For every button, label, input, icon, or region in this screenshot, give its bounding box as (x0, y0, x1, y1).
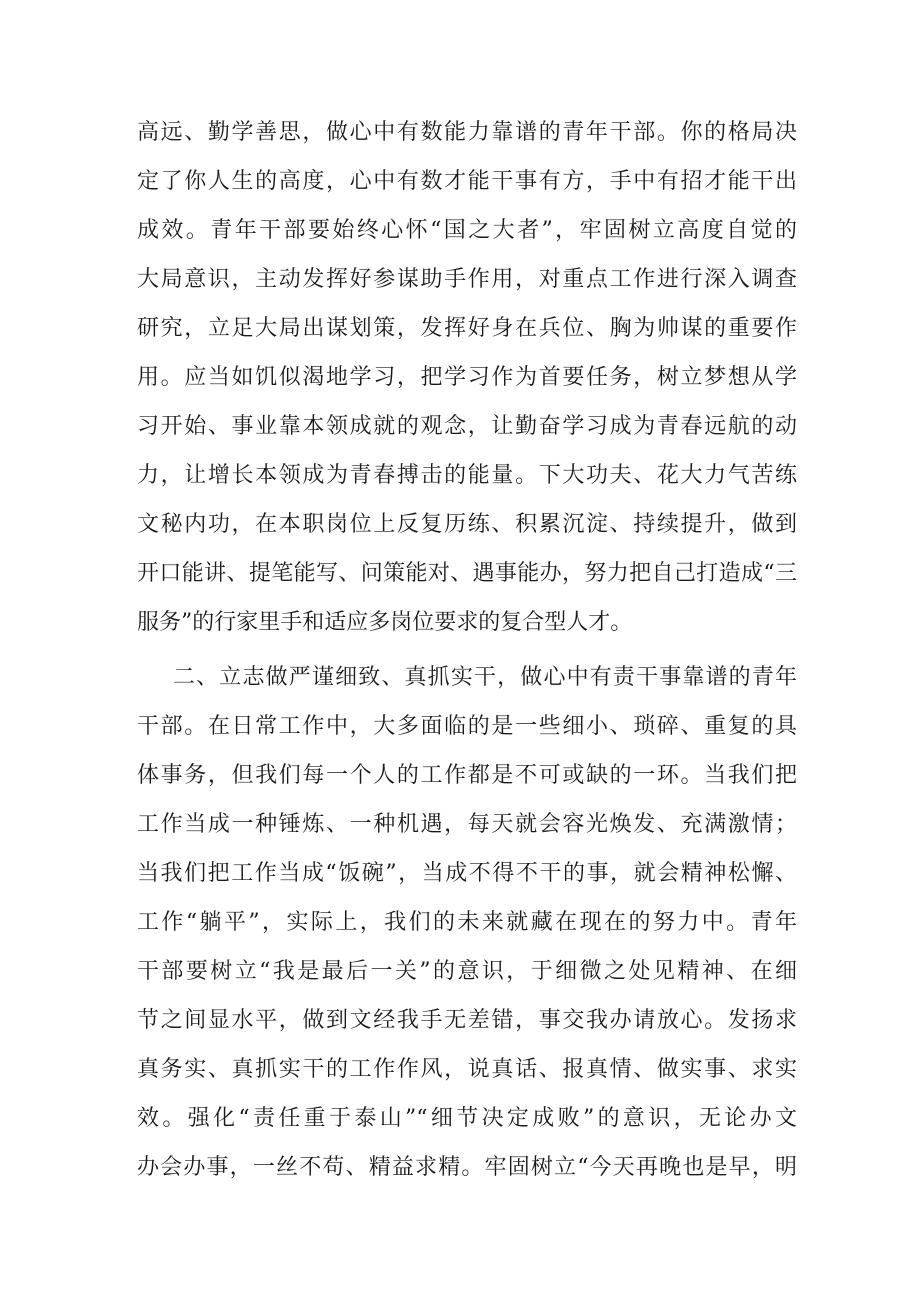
paragraph-line: 成效。青年干部要始终心怀“国之大者”，牢固树立高度自觉的 (137, 218, 797, 243)
paragraph-2 (137, 653, 797, 1192)
paragraph-line: 体事务，但我们每一个人的工作都是不可或缺的一环。当我们把 (137, 763, 797, 788)
paragraph-line: 定了你人生的高度，心中有数才能干事有方，手中有招才能干出 (137, 169, 797, 194)
paragraph-line: 效。强化“责任重于泰山”“细节决定成败”的意识，无论办文 (137, 1106, 797, 1131)
paragraph-line: 干部。在日常工作中，大多面临的是一些细小、琐碎、重复的具 (137, 714, 797, 739)
paragraph-line: 文秘内功，在本职岗位上反复历练、积累沉淀、持续提升，做到 (137, 512, 797, 537)
paragraph-line: 习开始、事业靠本领成就的观念，让勤奋学习成为青春远航的动 (137, 414, 797, 439)
paragraph-line: 高远、勤学善思，做心中有数能力靠谱的青年干部。你的格局决 (137, 120, 797, 145)
paragraph-line: 真务实、真抓实干的工作作风，说真话、报真情、做实事、求实 (137, 1057, 797, 1082)
paragraph-line: 研究，立足大局出谋划策，发挥好身在兵位、胸为帅谋的重要作 (137, 316, 797, 341)
paragraph-line: 二、立志做严谨细致、真抓实干，做心中有责干事靠谱的青年 (173, 665, 797, 690)
paragraph-line: 工作当成一种锤炼、一种机遇，每天就会容光焕发、充满激情； (137, 812, 797, 837)
paragraph-line: 服务”的行家里手和适应多岗位要求的复合型人才。 (137, 610, 633, 635)
paragraph-line: 开口能讲、提笔能写、问策能对、遇事能办，努力把自己打造成“三 (137, 561, 797, 586)
paragraph-line: 力，让增长本领成为青春搏击的能量。下大功夫、花大力气苦练 (137, 463, 797, 488)
paragraph-line: 办会办事，一丝不苟、精益求精。牢固树立“今天再晚也是早，明 (137, 1155, 797, 1180)
paragraph-line: 干部要树立“我是最后一关”的意识，于细微之处见精神、在细 (137, 959, 797, 984)
paragraph-line: 用。应当如饥似渴地学习，把学习作为首要任务，树立梦想从学 (137, 365, 797, 390)
paragraph-line: 大局意识，主动发挥好参谋助手作用，对重点工作进行深入调查 (137, 267, 797, 292)
paragraph-1 (137, 108, 797, 647)
paragraph-line: 节之间显水平，做到文经我手无差错，事交我办请放心。发扬求 (137, 1008, 797, 1033)
paragraph-line: 当我们把工作当成“饭碗”，当成不得不干的事，就会精神松懈、 (137, 861, 797, 886)
paragraph-line: 工作“躺平”，实际上，我们的未来就藏在现在的努力中。青年 (137, 910, 797, 935)
